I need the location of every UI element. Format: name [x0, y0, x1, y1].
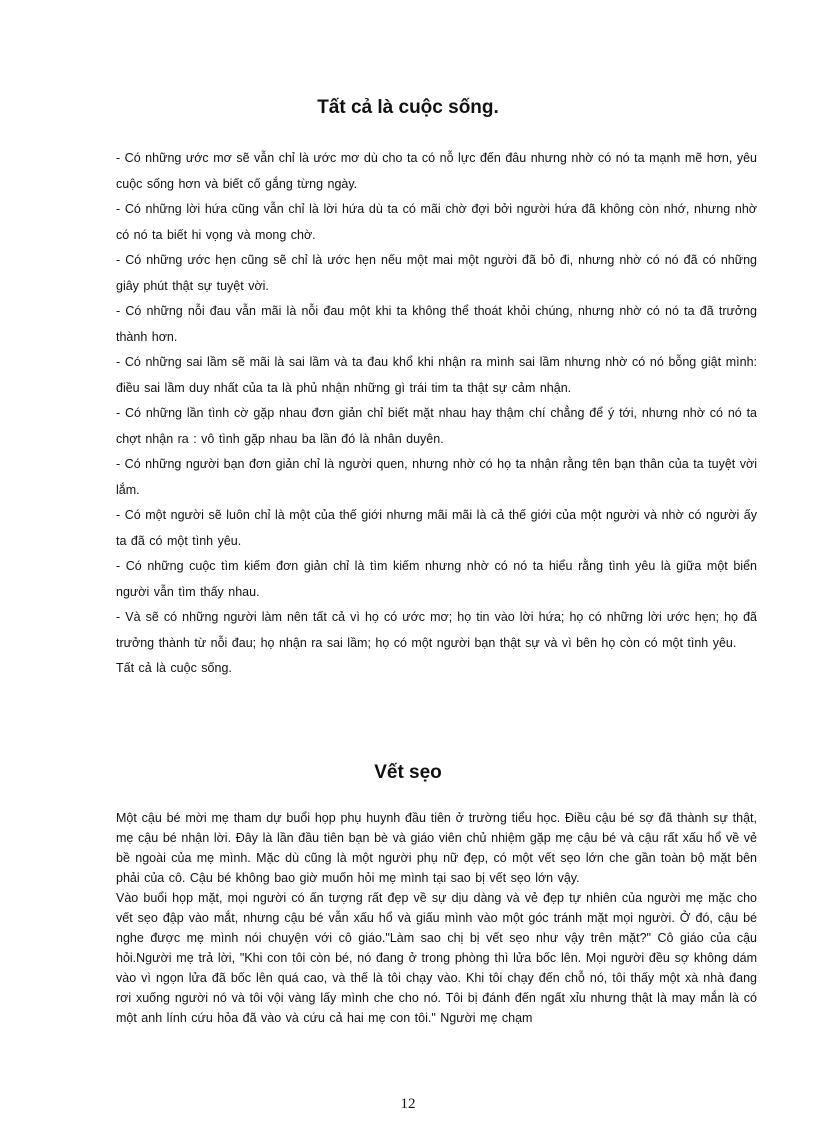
paragraph: - Có những người bạn đơn giản chỉ là người quen, nhưng nhờ có họ ta nhận rằng tên bạn thân của ta tuyệt vời lắm. [116, 457, 757, 497]
page-number: 12 [400, 1096, 416, 1112]
section-title-scar: Vết sẹo [374, 762, 442, 783]
paragraph: Vào buổi họp mặt, mọi người có ấn tượng rất đẹp về sự dịu dàng và vẻ đẹp tự nhiên của người mẹ mặc cho vết sẹo đập vào mắt, nhưng cậu bé vẫn xấu hổ và giấu mình vào một góc tránh mặt mọi người. Ở đó, cậu bé nghe được mẹ mình nói chuyện với cô giáo."Làm sao chị bị vết sẹo như vậy trên mặt?" Cô giáo của cậu hỏi.Người mẹ trả lời, "Khi con tôi còn bé, nó đang ở trong phòng thì lửa bốc lên. Mọi người đều sợ không dám vào vì ngọn lửa đã bốc lên quá cao, và thế là tôi chạy vào. Khi tôi chạy đến chỗ nó, tôi thấy một xà nhà đang rơi xuống người nó và tôi vội vàng lấy mình che cho nó. Tôi bị đánh đến ngất xỉu nhưng thật là may mắn là có một anh lính cứu hỏa đã vào và cứu cả hai mẹ con tôi." Người mẹ chạm [116, 891, 757, 1025]
paragraph: - Có những ước mơ sẽ vẫn chỉ là ước mơ dù cho ta có nỗ lực đến đâu nhưng nhờ có nó ta mạnh mẽ hơn, yêu cuộc sống hơn và biết cố gắng từng ngày. [116, 151, 757, 191]
paragraph: - Có một người sẽ luôn chỉ là một của thế giới nhưng mãi mãi là cả thế giới của một người và nhờ có người ấy ta đã có một tình yêu. [116, 508, 757, 548]
paragraph: Một cậu bé mời mẹ tham dự buổi họp phụ huynh đầu tiên ở trường tiểu học. Điều cậu bé sợ đã thành sự thật, mẹ cậu bé nhận lời. Đây là lần đầu tiên bạn bè và giáo viên chủ nhiệm gặp mẹ cậu bé và cậu rất xấu hổ về vẻ bề ngoài của mẹ mình. Mặc dù cũng là một người phụ nữ đẹp, có một vết sẹo lớn che gần toàn bộ mặt bên phải của cô. Cậu bé không bao giờ muốn hỏi mẹ mình tại sao bị vết sẹo lớn vậy. [116, 811, 757, 885]
section-body-life [116, 146, 757, 682]
paragraph: - Có những cuộc tìm kiếm đơn giản chỉ là tìm kiếm nhưng nhờ có nó ta hiểu rằng tình yêu là giữa một biển người vẫn tìm thấy nhau. [116, 559, 757, 599]
paragraph: - Có những lời hứa cũng vẫn chỉ là lời hứa dù ta có mãi chờ đợi bởi người hứa đã không còn nhớ, nhưng nhờ có nó ta biết hi vọng và mong chờ. [116, 202, 757, 242]
section-title-life: Tất cả là cuộc sống. [317, 97, 499, 118]
paragraph: - Có những nỗi đau vẫn mãi là nỗi đau một khi ta không thể thoát khỏi chúng, nhưng nhờ có nó ta đã trưởng thành hơn. [116, 304, 757, 344]
paragraph: - Có những sai lầm sẽ mãi là sai lầm và ta đau khổ khi nhận ra mình sai lầm nhưng nhờ có nó bỗng giật mình: điều sai lầm duy nhất của ta là phủ nhận những gì trái tim ta thật sự cảm nhận. [116, 355, 757, 395]
paragraph: - Có những lần tình cờ gặp nhau đơn giản chỉ biết mặt nhau hay thậm chí chẳng để ý tới, nhưng nhờ có nó ta chợt nhận ra : vô tình gặp nhau ba lần đó là nhân duyên. [116, 406, 757, 446]
paragraph: - Có những ước hẹn cũng sẽ chỉ là ước hẹn nếu một mai một người đã bỏ đi, nhưng nhờ có nó đã có những giây phút thật sự tuyệt vời. [116, 253, 757, 293]
paragraph: - Và sẽ có những người làm nên tất cả vì họ có ước mơ; họ tin vào lời hứa; họ có những lời ước hẹn; họ đã trưởng thành từ nỗi đau; họ nhận ra sai lầm; họ có một người bạn thật sự và vì bên họ còn có một tình yêu. [116, 610, 757, 650]
section-body-scar [116, 808, 757, 1028]
closing-line: Tất cả là cuộc sống. [116, 661, 232, 675]
